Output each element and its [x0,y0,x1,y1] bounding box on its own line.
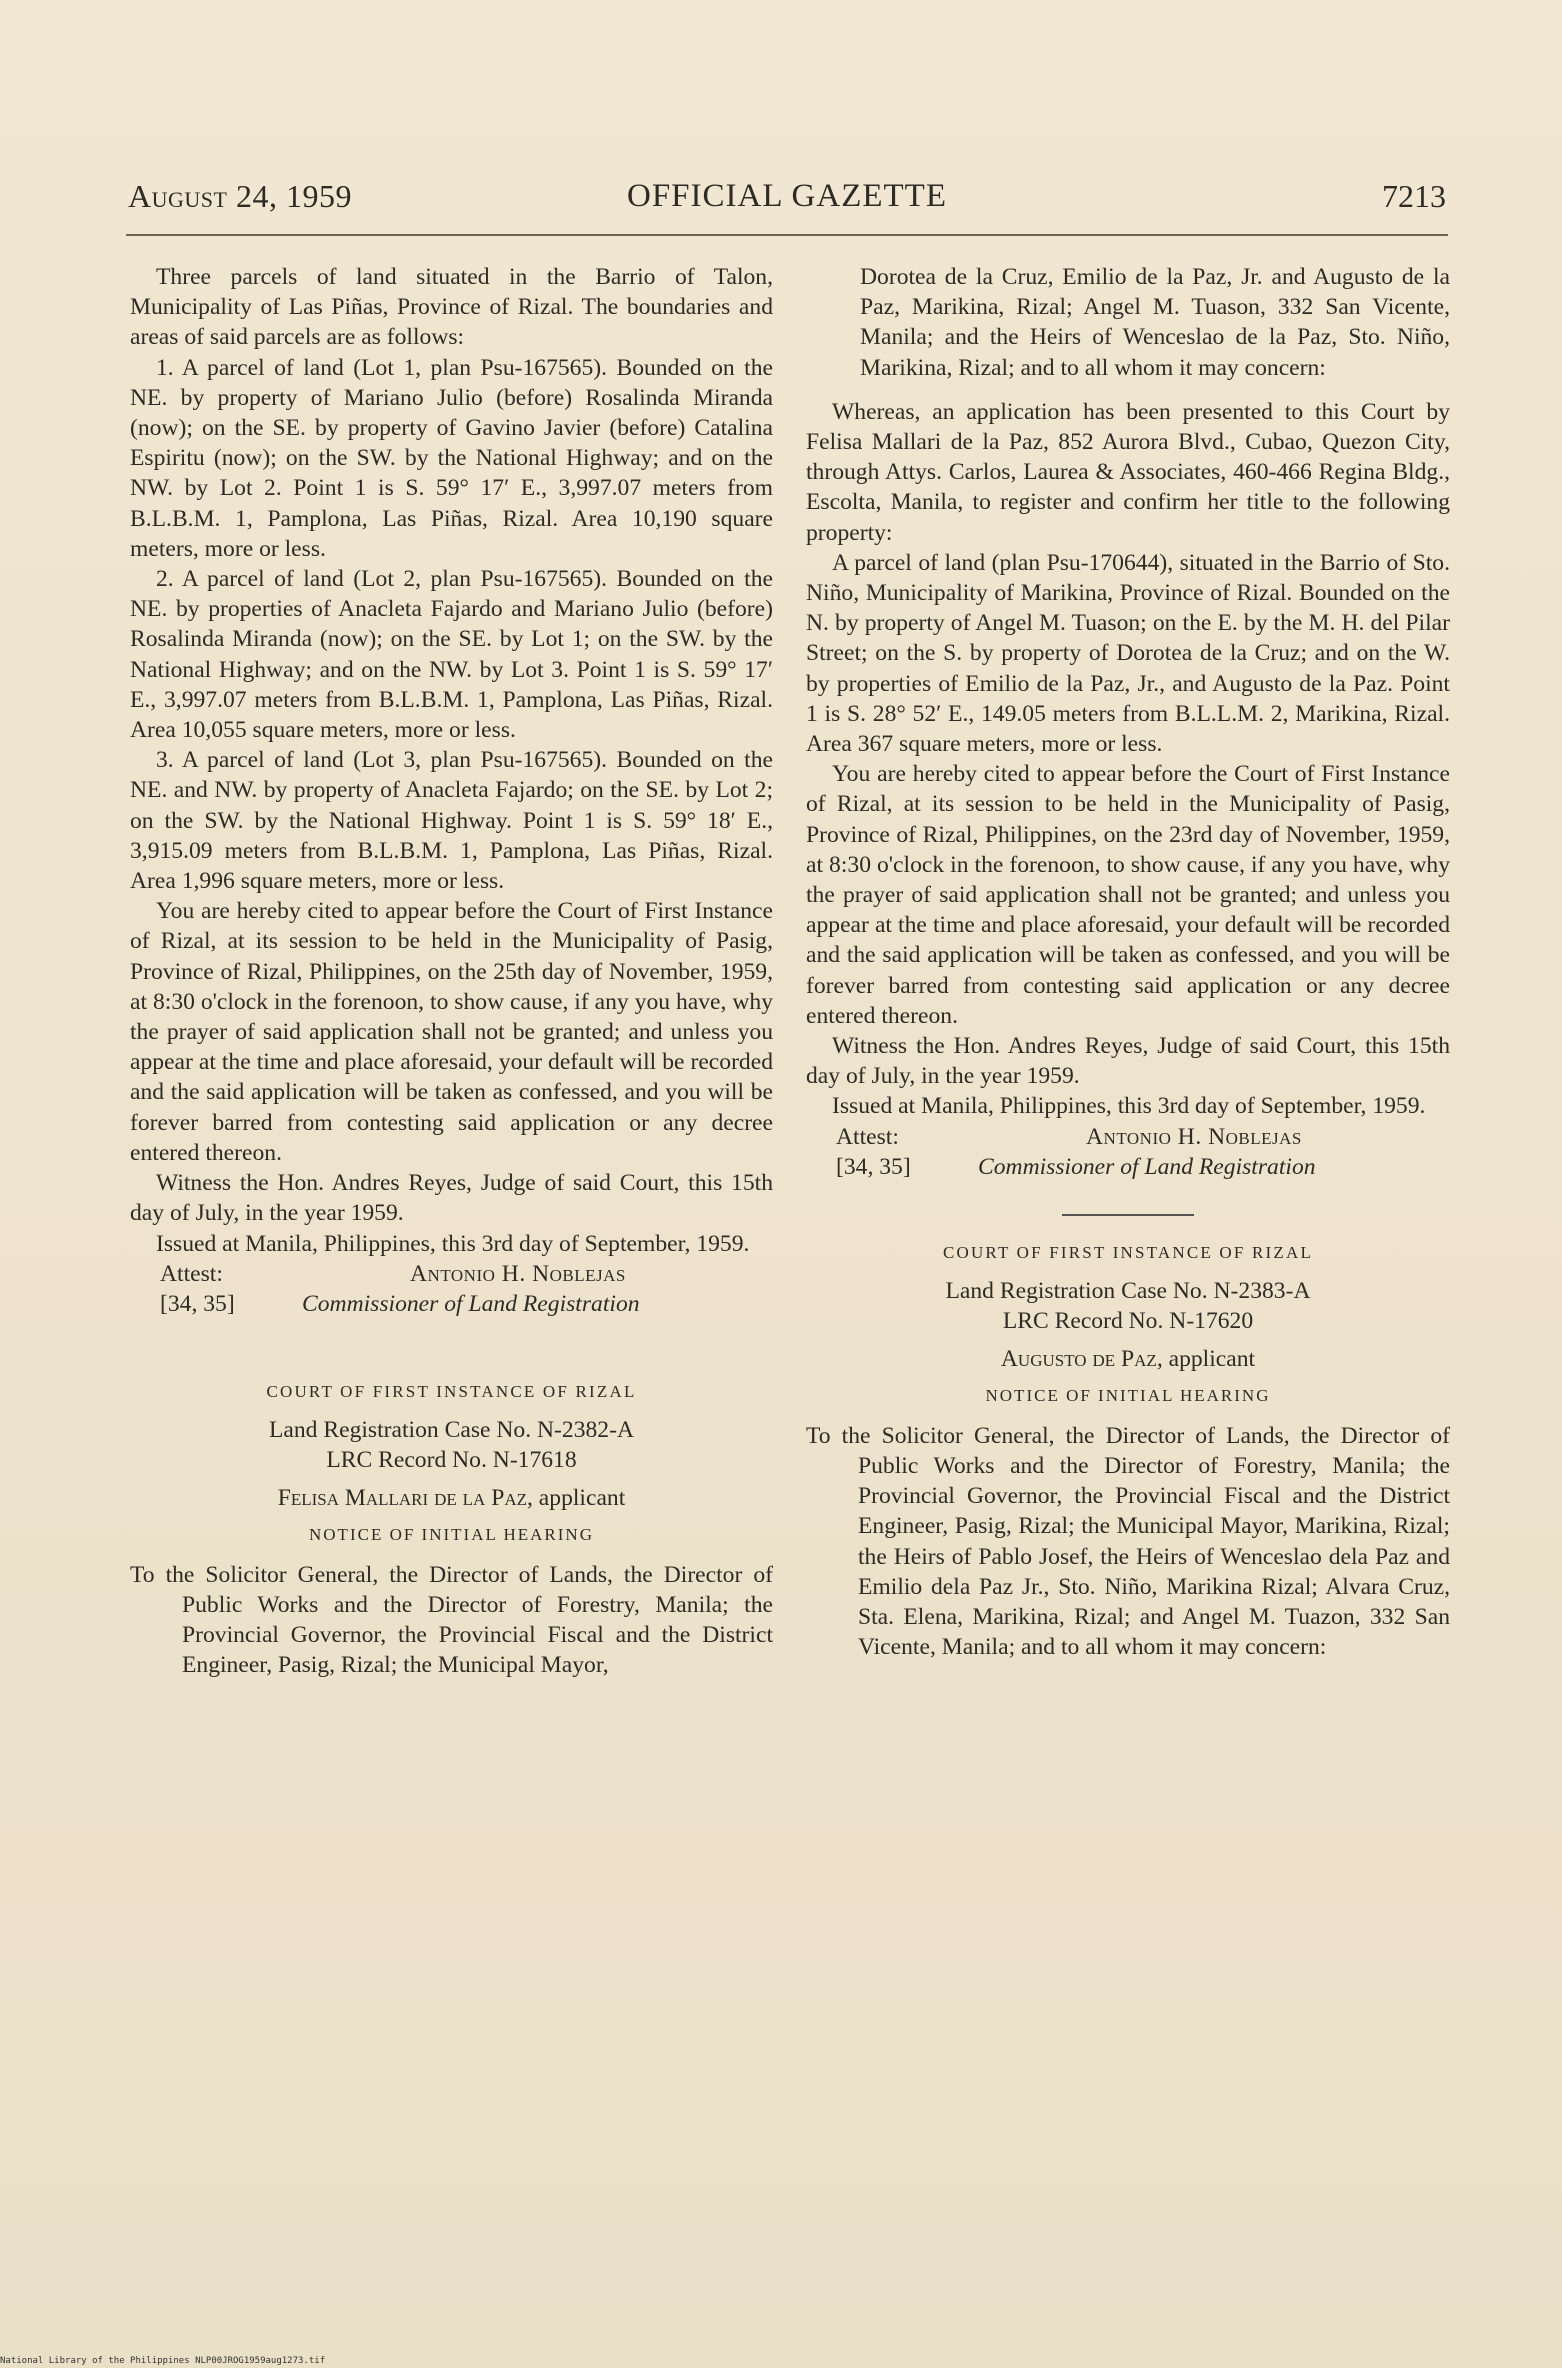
attest-label: Attest: [160,1260,223,1287]
record-number: LRC Record No. N-17618 [326,1447,577,1474]
attestation [806,1122,1450,1184]
paragraph: Dorotea de la Cruz, Emilio de la Paz, Jr. and Augusto de la Paz, Marikina, Rizal; Angel M. Tuason, 332 San Vicente, Manila; and the Heirs of Wenceslao de la Paz, Sto. Niño, Marikina, Rizal; and to all whom it may concern: [860,264,1450,381]
attest-name: Antonio H. Noblejas [410,1260,626,1287]
scan-footer: National Library of the Philippines NLP00JROG1959aug1273.tif [0,2356,326,2366]
attest-reference: [34, 35] [836,1153,911,1180]
notice-heading: NOTICE OF INITIAL HEARING [309,1524,594,1544]
paragraph: 2. A parcel of land (Lot 2, plan Psu-167565). Bounded on the NE. by properties of Anacleta Fajardo and Mariano Julio (before) Rosalinda Miranda (now); on the SE. by Lot 1; on the SW. by the National Highway; and on the NW. by Lot 3. Point 1 is S. 59° 17′ E., 3,997.07 meters from B.L.B.M. 1, Pamplona, Las Piñas, Rizal. Area 10,055 square meters, more or less. [130,566,773,744]
paragraph: Witness the Hon. Andres Reyes, Judge of said Court, this 15th day of July, in the year 1959. [130,1170,773,1227]
paragraph: 3. A parcel of land (Lot 3, plan Psu-167565). Bounded on the NE. and NW. by property of Anacleta Fajardo; on the SE. by Lot 2; on the SW. by the National Highway. Point 1 is S. 59° 18′ E., 3,915.09 meters from B.L.B.M. 1, Pamplona, Las Piñas, Rizal. Area 1,996 square meters, more or less. [130,747,773,895]
applicant-line [130,1483,773,1513]
paragraph: Three parcels of land situated in the Barrio of Talon, Municipality of Las Piñas, Province of Rizal. The boundaries and areas of said parcels are as follows: [130,264,773,351]
court-heading: COURT OF FIRST INSTANCE OF RIZAL [942,1242,1314,1262]
applicant-line [806,1344,1450,1374]
applicant-suffix: , applicant [527,1485,626,1512]
case-number: Land Registration Case No. N-2383-A [945,1277,1311,1304]
issue-date: August 24, 1959 [128,178,352,214]
page-header [128,178,1446,222]
attest-title: Commissioner of Land Registration [302,1290,640,1317]
case-number: Land Registration Case No. N-2382-A [269,1416,634,1443]
right-column [806,262,1450,1662]
attest-title: Commissioner of Land Registration [978,1153,1316,1180]
record-number: LRC Record No. N-17620 [1002,1308,1254,1335]
attest-name: Antonio H. Noblejas [1086,1123,1302,1150]
paragraph: You are hereby cited to appear before the Court of First Instance of Rizal, at its session to be held in the Municipality of Pasig, Province of Rizal, Philippines, on the 23rd day of November, 1959, at 8:30 o'clock in the forenoon, to show cause, if any you have, why the prayer of said application shall not be granted; and unless you appear at the time and place aforesaid, your default will be recorded and the said application will be taken as confessed, and you will be forever barred from contesting said application or any decree entered thereon. [806,761,1450,1029]
section-separator [1062,1214,1194,1216]
paragraph: Whereas, an application has been presented to this Court by Felisa Mallari de la Paz, 852 Aurora Blvd., Cubao, Quezon City, through Attys. Carlos, Laurea & Associates, 460-466 Regina Bldg., Escolta, Manila, to register and confirm her title to the following property: [806,398,1450,546]
addressees: To the Solicitor General, the Director of Lands, the Director of Public Works and the Director of Forestry, Manila; the Provincial Governor, the Provincial Fiscal and the District Engineer, Pasig, Rizal; the Municipal Mayor, [130,1561,773,1679]
left-column [130,262,773,1681]
paragraph: A parcel of land (plan Psu-170644), situated in the Barrio of Sto. Niño, Municipality of Marikina, Province of Rizal. Bounded on the N. by property of Angel M. Tuason; on the E. by the M. H. del Pilar Street; on the S. by property of Dorotea de la Cruz; and on the W. by properties of Emilio de la Paz, Jr., and Augusto de la Paz. Point 1 is S. 28° 52′ E., 149.05 meters from B.L.L.M. 2, Marikina, Rizal. Area 367 square meters, more or less. [806,549,1450,758]
page-number: 7213 [1382,178,1446,214]
court-heading: COURT OF FIRST INSTANCE OF RIZAL [266,1381,637,1401]
paragraph: 1. A parcel of land (Lot 1, plan Psu-167565). Bounded on the NE. by property of Mariano Julio (before) Rosalinda Miranda (now); on the SE. by property of Gavino Javier (before) Catalina Espiritu (now); on the SW. by the National Highway; and on the NW. by Lot 2. Point 1 is S. 59° 17′ E., 3,997.07 meters from B.L.B.M. 1, Pamplona, Las Piñas, Rizal. Area 10,190 square meters, more or less. [130,354,773,562]
attestation [130,1259,773,1321]
paragraph: Issued at Manila, Philippines, this 3rd day of September, 1959. [156,1230,750,1257]
paragraph: Issued at Manila, Philippines, this 3rd day of September, 1959. [832,1093,1426,1120]
paragraph: You are hereby cited to appear before the Court of First Instance of Rizal, at its session to be held in the Municipality of Pasig, Province of Rizal, Philippines, on the 25th day of November, 1959, at 8:30 o'clock in the forenoon, to show cause, if any you have, why the prayer of said application shall not be granted; and unless you appear at the time and place aforesaid, your default will be recorded and the said application will be taken as confessed, and you will be forever barred from contesting said application or any decree entered thereon. [130,898,773,1166]
publication-title: OFFICIAL GAZETTE [627,178,947,214]
attest-reference: [34, 35] [160,1290,235,1317]
addressees: To the Solicitor General, the Director of Lands, the Director of Public Works and the Director of Forestry, Manila; the Provincial Governor, the Provincial Fiscal and the District Engineer, Pasig, Rizal; the Municipal Mayor, Marikina, Rizal; the Heirs of Pablo Josef, the Heirs of Wenceslao dela Paz and Emilio dela Paz Jr., Sto. Niño, Marikina Rizal; Alvara Cruz, Sta. Elena, Marikina, Rizal; and Angel M. Tuazon, 332 San Vicente, Manila; and to all whom it may concern: [806,1422,1450,1661]
attest-label: Attest: [836,1123,899,1150]
applicant-suffix: , applicant [1156,1346,1256,1373]
notice-heading: NOTICE OF INITIAL HEARING [985,1385,1271,1405]
header-rule [126,234,1448,236]
applicant-name: Augusto de Paz [1000,1346,1157,1373]
applicant-name: Felisa Mallari de la Paz [277,1485,527,1512]
paragraph: Witness the Hon. Andres Reyes, Judge of said Court, this 15th day of July, in the year 1959. [806,1033,1450,1090]
